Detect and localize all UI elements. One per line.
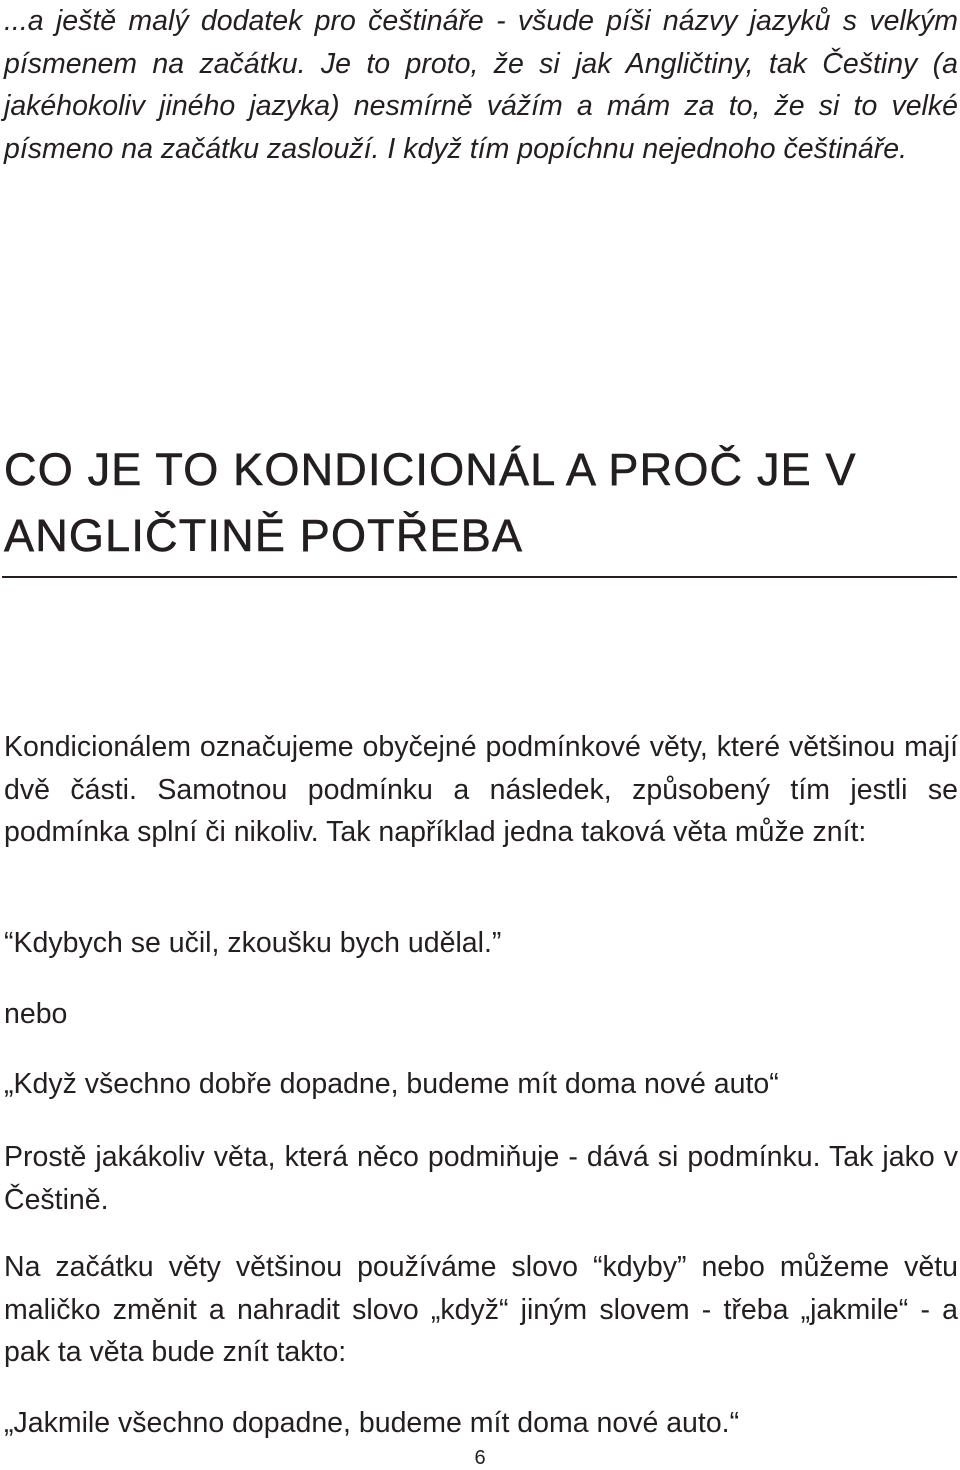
intro-paragraph: ...a ještě malý dodatek pro češtináře - všude píši názvy jazyků s velkým písmenem na začátku. Je to proto, že si jak Angličtiny, tak Češtiny (a jakéhokoliv jiného jazyka) nesmírně vážím a mám za to, že si to velké písmeno na začátku zaslouží. I když tím popíchnu nejednoho češtináře. xyxy=(4,5,958,165)
paragraph-explanation: Prostě jakákoliv věta, která něco podmiňuje - dává si podmínku. Tak jako v Češtině. xyxy=(4,1141,958,1216)
paragraph-definition: Kondicionálem označujeme obyčejné podmínkové věty, které většinou mají dvě části. Samotnou podmínku a následek, způsobený tím jestli se podmínka splní či nikoliv. Tak například jedna taková věta může znít: xyxy=(4,731,958,848)
section-title: CO JE TO KONDICIONÁL A PROČ JE V ANGLIČTINĚ POTŘEBA xyxy=(4,444,857,561)
paragraph-usage: Na začátku věty většinou používáme slovo “kdyby” nebo můžeme větu maličko změnit a nahradit slovo „když“ jiným slovem - třeba „jakmile“ - a pak ta věta bude znít takto: xyxy=(4,1251,958,1368)
example-sentence-2: „Když všechno dobře dopadne, budeme mít doma nové auto“ xyxy=(4,1068,779,1100)
title-underline xyxy=(2,576,957,578)
page-number: 6 xyxy=(474,1447,486,1469)
example-sentence-3: „Jakmile všechno dopadne, budeme mít doma nové auto.“ xyxy=(4,1407,740,1439)
connector-word: nebo xyxy=(4,998,68,1030)
example-sentence-1: “Kdybych se učil, zkoušku bych udělal.” xyxy=(4,927,502,959)
